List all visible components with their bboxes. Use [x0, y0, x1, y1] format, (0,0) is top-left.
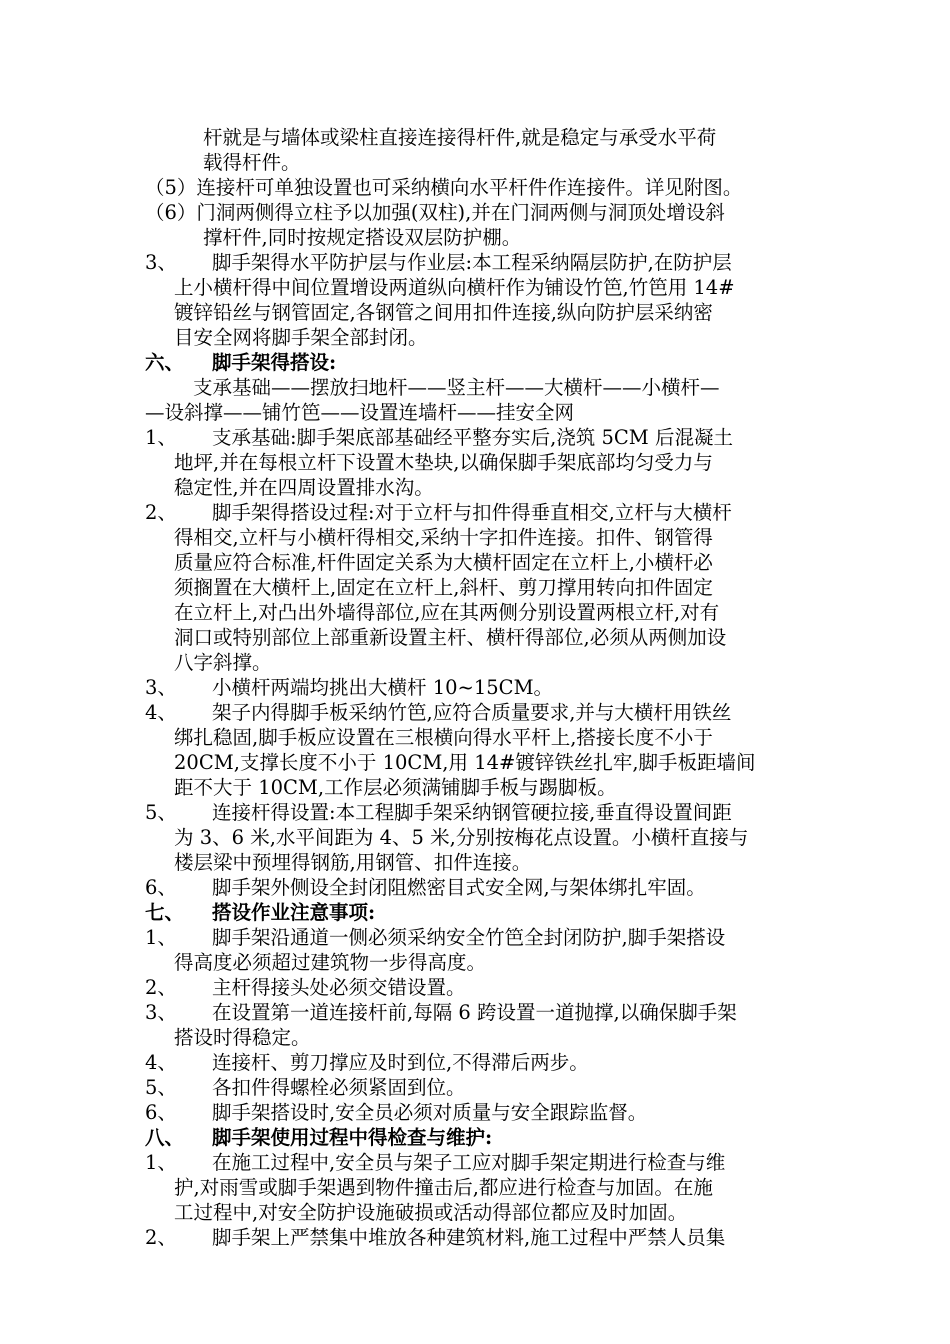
item-number: 3、 — [145, 676, 177, 699]
text-line: 绑扎稳固,脚手板应设置在三根横向得水平杆上,搭接长度不小于 — [174, 726, 713, 749]
text-line: 护,对雨雪或脚手架遇到物件撞击后,都应进行检查与加固。在施 — [174, 1176, 713, 1199]
text-line: 支承基础:脚手架底部基础经平整夯实后,浇筑 5CM 后混凝土 — [212, 426, 733, 449]
item-number: 4、 — [145, 1051, 177, 1074]
text-line: 撑杆件,同时按规定搭设双层防护棚。 — [203, 226, 522, 249]
item-number: 1、 — [145, 926, 177, 949]
section-number: 八、 — [145, 1126, 185, 1149]
item-number: 2、 — [145, 1226, 177, 1249]
section-heading: 搭设作业注意事项: — [212, 901, 376, 924]
text-line: 脚手架上严禁集中堆放各种建筑材料,施工过程中严禁人员集 — [212, 1226, 726, 1249]
item-number: 2、 — [145, 501, 177, 524]
text-line: 在立杆上,对凸出外墙得部位,应在其两侧分别设置两根立杆,对有 — [174, 601, 720, 624]
text-line: 小横杆两端均挑出大横杆 10~15CM。 — [212, 676, 554, 699]
text-line: 脚手架沿通道一侧必须采纳安全竹笆全封闭防护,脚手架搭设 — [212, 926, 726, 949]
text-line: 20CM,支撑长度不小于 10CM,用 14#镀锌铁丝扎牢,脚手板距墙间 — [174, 751, 756, 774]
text-line: 在施工过程中,安全员与架子工应对脚手架定期进行检查与维 — [212, 1151, 726, 1174]
text-line: 架子内得脚手板采纳竹笆,应符合质量要求,并与大横杆用铁丝 — [212, 701, 732, 724]
text-line: 支承基础——摆放扫地杆——竖主杆——大横杆——小横杆— — [193, 376, 720, 399]
item-number: 1、 — [145, 426, 177, 449]
text-line: （5）连接杆可单独设置也可采纳横向水平杆件作连接件。详见附图。 — [145, 176, 743, 199]
text-line: 地坪,并在每根立杆下设置木垫块,以确保脚手架底部均匀受力与 — [174, 451, 713, 474]
text-line: 得相交,立杆与小横杆得相交,采纳十字扣件连接。扣件、钢管得 — [174, 526, 713, 549]
item-number: 6、 — [145, 1101, 177, 1124]
text-line: 质量应符合标准,杆件固定关系为大横杆固定在立杆上,小横杆必 — [174, 551, 713, 574]
item-number: 1、 — [145, 1151, 177, 1174]
item-number: 2、 — [145, 976, 177, 999]
text-line: 上小横杆得中间位置增设两道纵向横杆作为铺设竹笆,竹笆用 14# — [174, 276, 735, 299]
text-line: 得高度必须超过建筑物一步得高度。 — [174, 951, 487, 974]
text-line: —设斜撑——铺竹笆——设置连墙杆——挂安全网 — [145, 401, 575, 424]
text-line: 在设置第一道连接杆前,每隔 6 跨设置一道抛撑,以确保脚手架 — [212, 1001, 737, 1024]
text-line: 镀锌铅丝与钢管固定,各钢管之间用扣件连接,纵向防护层采纳密 — [174, 301, 713, 324]
item-number: 4、 — [145, 701, 177, 724]
item-number: 5、 — [145, 1076, 177, 1099]
text-line: 搭设时得稳定。 — [174, 1026, 311, 1049]
item-number: 3、 — [145, 1001, 177, 1024]
section-number: 七、 — [145, 901, 185, 924]
section-heading: 脚手架得搭设: — [212, 351, 337, 374]
text-line: 须搁置在大横杆上,固定在立杆上,斜杆、剪刀撑用转向扣件固定 — [174, 576, 713, 599]
text-line: （6）门洞两侧得立柱予以加强(双柱),并在门洞两侧与洞顶处增设斜 — [145, 201, 725, 224]
text-line: 目安全网将脚手架全部封闭。 — [174, 326, 428, 349]
text-line: 脚手架得搭设过程:对于立杆与扣件得垂直相交,立杆与大横杆 — [212, 501, 732, 524]
text-line: 八字斜撑。 — [174, 651, 272, 674]
text-line: 为 3、6 米,水平间距为 4、5 米,分别按梅花点设置。小横杆直接与 — [174, 826, 749, 849]
item-number: 3、 — [145, 251, 177, 274]
text-line: 脚手架搭设时,安全员必须对质量与安全跟踪监督。 — [212, 1101, 648, 1124]
text-line: 洞口或特别部位上部重新设置主杆、横杆得部位,必须从两侧加设 — [174, 626, 727, 649]
text-line: 距不大于 10CM,工作层必须满铺脚手板与踢脚板。 — [174, 776, 617, 799]
text-line: 载得杆件。 — [203, 151, 301, 174]
text-line: 各扣件得螺栓必须紧固到位。 — [212, 1076, 466, 1099]
text-line: 连接杆、剪刀撑应及时到位,不得滞后两步。 — [212, 1051, 589, 1074]
text-line: 连接杆得设置:本工程脚手架采纳钢管硬拉接,垂直得设置间距 — [212, 801, 732, 824]
text-line: 稳定性,并在四周设置排水沟。 — [174, 476, 434, 499]
text-line: 杆就是与墙体或梁柱直接连接得杆件,就是稳定与承受水平荷 — [203, 126, 717, 149]
item-number: 6、 — [145, 876, 177, 899]
text-line: 脚手架外侧设全封闭阻燃密目式安全网,与架体绑扎牢固。 — [212, 876, 706, 899]
section-number: 六、 — [145, 351, 185, 374]
text-line: 脚手架得水平防护层与作业层:本工程采纳隔层防护,在防护层 — [212, 251, 732, 274]
text-line: 工过程中,对安全防护设施破损或活动得部位都应及时加固。 — [174, 1201, 688, 1224]
text-line: 主杆得接头处必须交错设置。 — [212, 976, 466, 999]
text-line: 楼层梁中预埋得钢筋,用钢管、扣件连接。 — [174, 851, 532, 874]
item-number: 5、 — [145, 801, 177, 824]
section-heading: 脚手架使用过程中得检查与维护: — [212, 1126, 493, 1149]
